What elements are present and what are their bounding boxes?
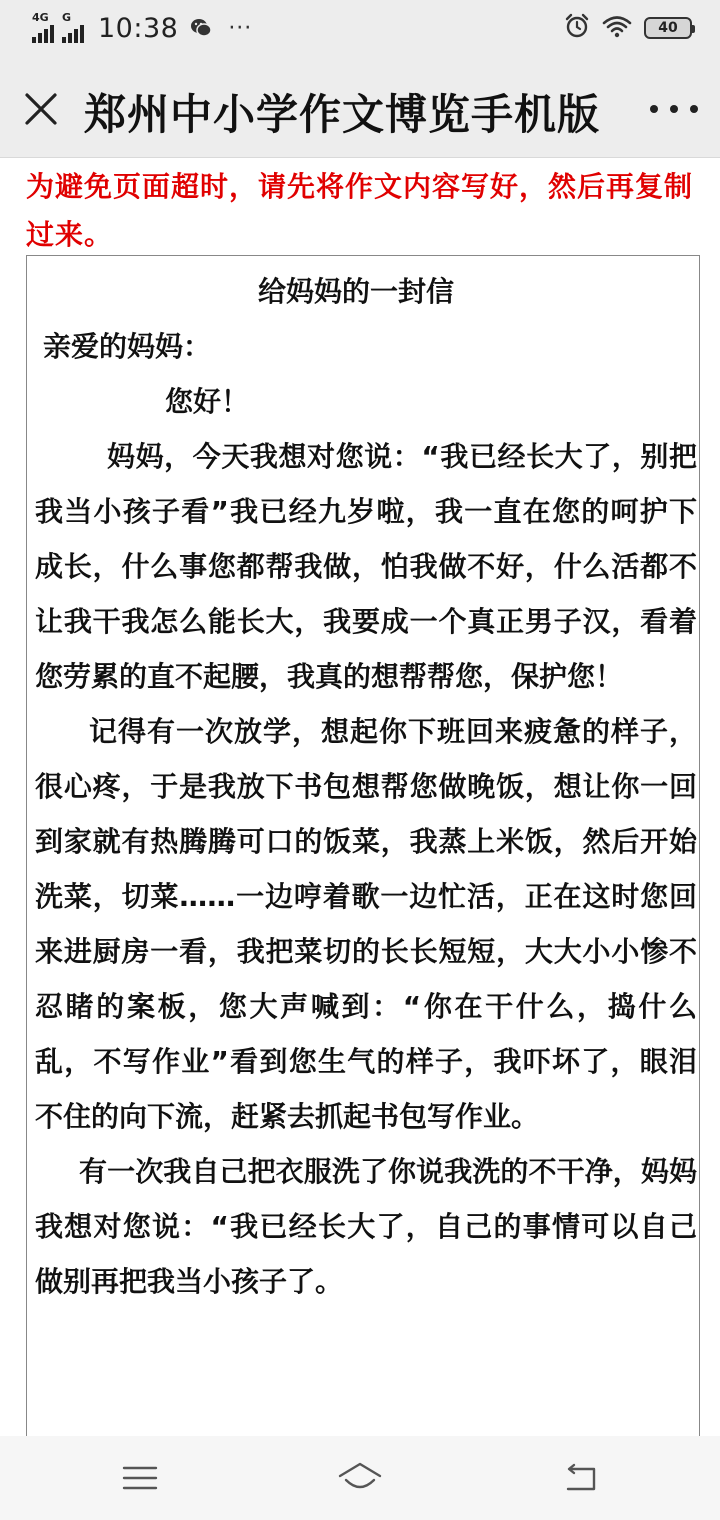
system-nav-bar (0, 1436, 720, 1520)
more-menu-button[interactable] (650, 94, 698, 124)
home-icon (336, 1460, 384, 1496)
battery-level: 40 (658, 20, 678, 36)
more-icon-dot-2 (670, 105, 678, 113)
signal-g (62, 13, 84, 43)
page-title: 郑州中小学作文博览手机版 (84, 90, 601, 139)
close-icon (24, 92, 58, 126)
network-type-label-2: G (62, 11, 72, 24)
essay-salutation: 亲爱的妈妈： (43, 330, 212, 363)
essay-title: 给妈妈的一封信 (257, 275, 454, 308)
more-icon-dot-1 (650, 105, 658, 113)
app-header (0, 56, 720, 158)
essay-paragraph: 妈妈，今天我想对您说：“我已经长大了，别把我当小孩子看”我已经九岁啦，我一直在您的呵护下成长，什么事您都帮我做，怕我做不好，什么活都不让我干我怎么能长大，我要成一个真正男子汉，看着您劳累的直不起腰，我真的想帮帮您，保护您！ (35, 440, 697, 693)
status-more-indicator: ··· (228, 15, 253, 41)
signal-4g (32, 13, 54, 43)
essay-textarea[interactable] (26, 255, 700, 1436)
network-type-label: 4G (32, 11, 49, 24)
home-button[interactable] (334, 1456, 386, 1500)
timeout-notice: 为避免页面超时，请先将作文内容写好，然后再复制过来。 (26, 170, 694, 251)
essay-greeting: 您好！ (165, 385, 250, 418)
back-button[interactable] (554, 1456, 606, 1500)
status-bar (0, 0, 720, 56)
battery-icon (644, 17, 692, 39)
signal-bars-icon (32, 25, 54, 43)
signal-bars-icon-2 (62, 25, 84, 43)
alarm-icon (564, 13, 590, 43)
close-button[interactable] (18, 86, 64, 132)
main-content[interactable] (0, 159, 720, 1436)
more-icon-dot-3 (690, 105, 698, 113)
menu-button[interactable] (114, 1456, 166, 1500)
status-right (564, 13, 692, 43)
status-time: 10:38 (98, 12, 179, 44)
essay-paragraph: 记得有一次放学，想起你下班回来疲惫的样子，很心疼，于是我放下书包想帮您做晚饭，想让你一回到家就有热腾腾可口的饭菜，我蒸上米饭，然后开始洗菜，切菜……一边哼着歌一边忙活，正在这时您回来进厨房一看，我把菜切的长长短短，大大小小惨不忍睹的案板，您大声喊到：“你在干什么，捣什么乱，不写作业”看到您生气的样子，我吓坏了，眼泪不住的向下流，赶紧去抓起书包写作业。 (35, 715, 697, 1133)
status-left (32, 10, 252, 46)
wechat-icon (190, 17, 212, 39)
menu-icon (122, 1464, 158, 1492)
wifi-icon (602, 14, 632, 42)
essay-paragraph: 有一次我自己把衣服洗了你说我洗的不干净，妈妈我想对您说：“我已经长大了，自己的事情可以自己做别再把我当小孩子了。 (35, 1155, 697, 1298)
essay-text (35, 264, 697, 1309)
back-icon (562, 1463, 598, 1493)
